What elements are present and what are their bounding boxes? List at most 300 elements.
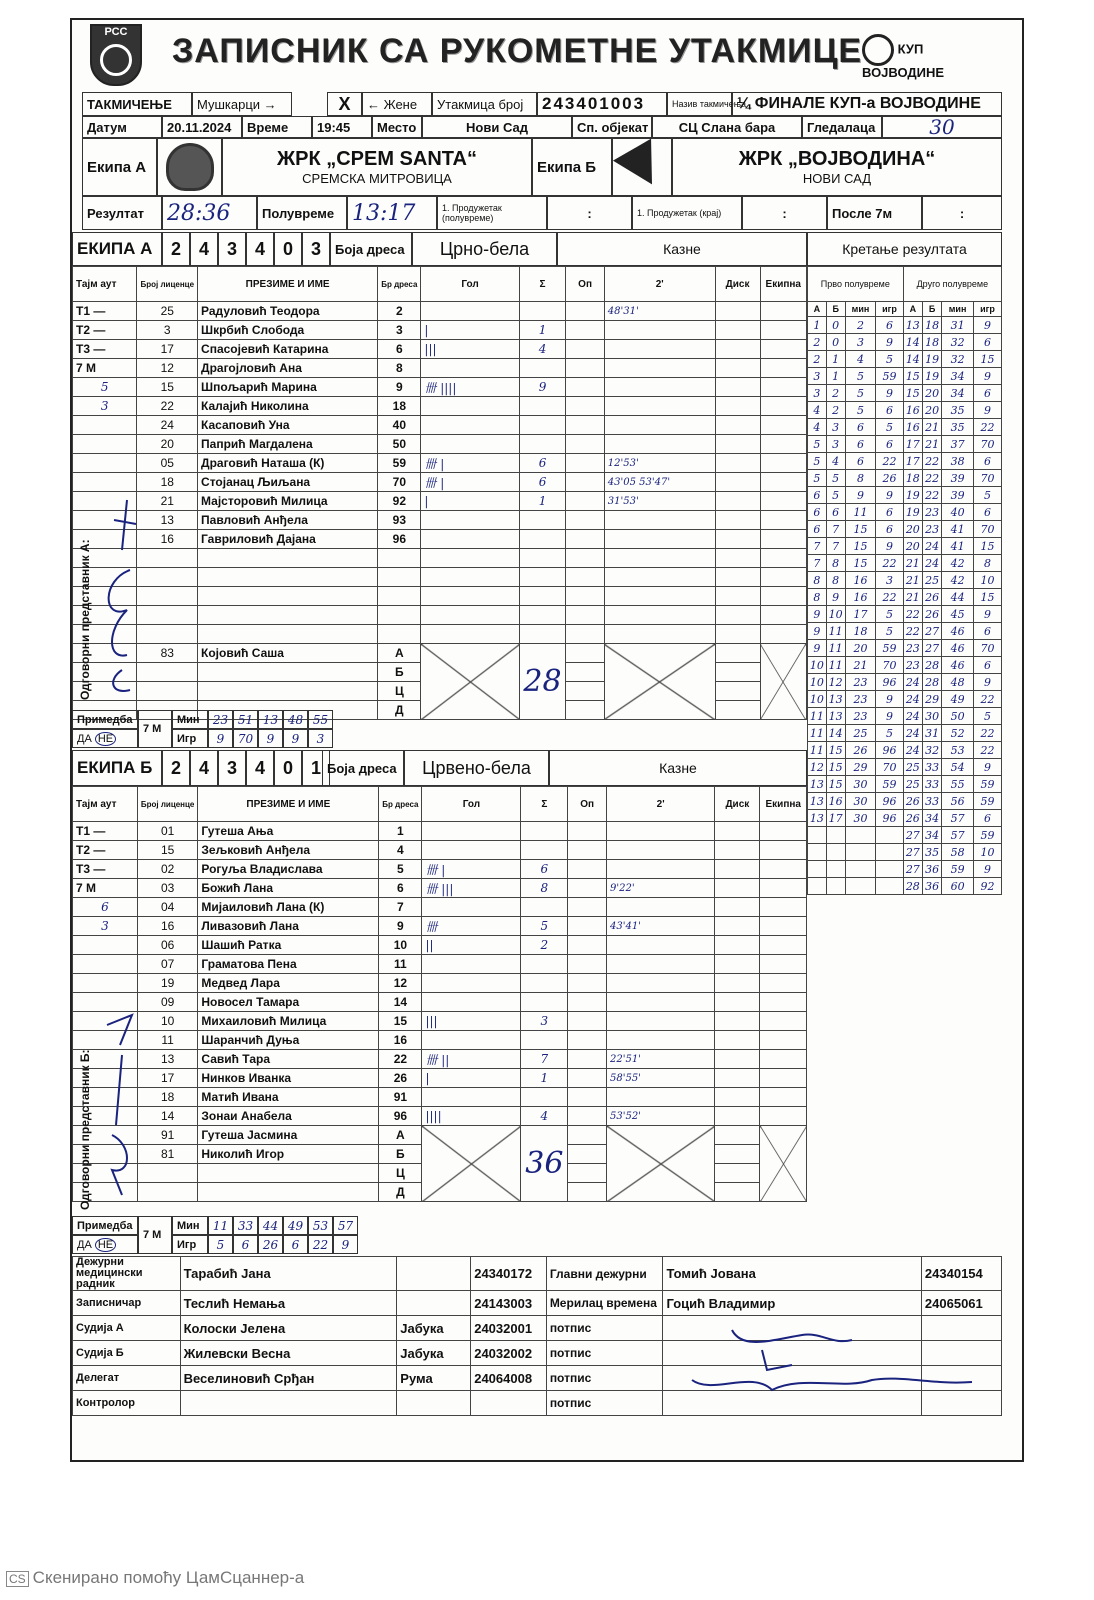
player-warning xyxy=(566,530,604,549)
progress-cell: 21 xyxy=(922,419,941,436)
progress-cell: 35 xyxy=(942,402,974,419)
official-team-crossed xyxy=(760,644,806,720)
player-license: 16 xyxy=(137,917,198,936)
player-goals-sum xyxy=(519,549,566,568)
progress-cell: 17 xyxy=(903,453,922,470)
player-row xyxy=(73,340,807,359)
progress-cell: 6 xyxy=(845,453,876,470)
progress-row xyxy=(808,521,1002,538)
player-row xyxy=(73,841,807,860)
progress-row xyxy=(808,827,1002,844)
player-row xyxy=(73,454,807,473)
progress-cell: 9 xyxy=(973,674,1001,691)
player-suspension xyxy=(604,340,715,359)
player-suspension xyxy=(607,993,715,1012)
player-jersey-no: 15 xyxy=(379,1012,422,1031)
official-license: 24143003 xyxy=(471,1291,547,1316)
player-name xyxy=(198,549,378,568)
team-b-7m-label: 7 М xyxy=(138,1216,172,1254)
competition-name: ¼ ФИНАЛЕ КУП-а ВОЈВОДИНЕ xyxy=(732,92,1002,116)
player-goals-sum: 1 xyxy=(519,321,566,340)
progress-cell: 5 xyxy=(845,385,876,402)
progress-cell: 6 xyxy=(876,317,903,334)
official-warning xyxy=(568,1126,607,1145)
progress-cell: 24 xyxy=(903,674,922,691)
player-jersey-no: 96 xyxy=(379,1107,422,1126)
timeout-cell: Т2 — xyxy=(73,841,138,860)
player-goals-sum xyxy=(521,1031,568,1050)
progress-cell: 13 xyxy=(808,810,827,827)
player-goals-sum xyxy=(519,587,566,606)
rss-logo-text: РСС xyxy=(104,26,128,38)
progress-cell: 3 xyxy=(876,572,903,589)
team-a-remark-row xyxy=(72,710,807,748)
official-license: 24032002 xyxy=(471,1341,547,1366)
progress-cell: 1 xyxy=(826,368,845,385)
progress-cell: 49 xyxy=(942,691,974,708)
progress-cell: 29 xyxy=(845,759,876,776)
player-suspension xyxy=(607,822,715,841)
official-license: 83 xyxy=(137,644,198,663)
time: 19:45 xyxy=(312,116,372,138)
player-row xyxy=(73,302,807,321)
official-name: Теслић Немања xyxy=(180,1291,397,1316)
progress-cell: 59 xyxy=(973,827,1001,844)
player-team-penalty xyxy=(760,822,807,841)
player-goals-tally xyxy=(421,568,519,587)
progress-row xyxy=(808,708,1002,725)
player-jersey-no xyxy=(378,568,421,587)
progress-cell: 96 xyxy=(876,674,903,691)
official-role-2: потпис xyxy=(546,1316,663,1341)
team-a-7m-minute: 23 xyxy=(208,710,233,729)
progress-cell: 11 xyxy=(845,504,876,521)
player-disq xyxy=(715,359,760,378)
team-b-remark-yes-no xyxy=(72,1235,138,1254)
progress-cell: 4 xyxy=(826,453,845,470)
progress-cell: 2 xyxy=(826,402,845,419)
player-license: 15 xyxy=(137,378,198,397)
player-license: 12 xyxy=(137,359,198,378)
progress-cell: 10 xyxy=(808,674,827,691)
team-a-7m-player: 3 xyxy=(308,729,333,748)
team-b-7m-minute: 49 xyxy=(283,1216,308,1235)
progress-cell: 9 xyxy=(973,606,1001,623)
player-row xyxy=(73,568,807,587)
progress-cell: 23 xyxy=(922,504,941,521)
player-license: 20 xyxy=(137,435,198,454)
player-disq xyxy=(715,936,760,955)
progress-cell: 40 xyxy=(942,504,974,521)
progress-cell: 26 xyxy=(876,470,903,487)
player-warning xyxy=(566,606,604,625)
official-role-2: Главни дежурни xyxy=(546,1257,663,1291)
progress-cell: 7 xyxy=(826,538,845,555)
official-city xyxy=(397,1257,471,1291)
progress-cell: 23 xyxy=(845,708,876,725)
progress-cell: 27 xyxy=(903,861,922,878)
player-disq xyxy=(715,473,760,492)
official-role: Ц xyxy=(379,1164,422,1183)
player-disq xyxy=(715,302,760,321)
place: Нови Сад xyxy=(422,116,572,138)
team-a-code-digit: 4 xyxy=(190,232,218,266)
col-name: ПРЕЗИМЕ И ИМЕ xyxy=(198,267,378,302)
progress-cell: 15 xyxy=(973,538,1001,555)
player-disq xyxy=(715,397,760,416)
player-goals-sum: 3 xyxy=(521,1012,568,1031)
player-warning xyxy=(568,1088,607,1107)
player-name: Калајић Николина xyxy=(198,397,378,416)
player-suspension xyxy=(607,955,715,974)
progress-cell: 24 xyxy=(903,742,922,759)
official-disq xyxy=(715,682,760,701)
player-license: 18 xyxy=(137,1088,198,1107)
team-a-code-digit: 2 xyxy=(162,232,190,266)
progress-cell: 5 xyxy=(845,368,876,385)
player-disq xyxy=(715,340,760,359)
progress-cell: 8 xyxy=(973,555,1001,572)
player-disq xyxy=(715,1088,760,1107)
col-jersey-no: Бр дреса xyxy=(378,267,421,302)
progress-cell: 16 xyxy=(826,793,845,810)
team-b-min-label: Мин xyxy=(172,1216,208,1235)
progress-cell: 31 xyxy=(922,725,941,742)
player-name: Рогуља Владислава xyxy=(198,860,379,879)
player-goals-tally: 卌 | xyxy=(421,473,519,492)
official-disq xyxy=(715,1164,760,1183)
player-suspension xyxy=(604,378,715,397)
progress-cell: 28 xyxy=(922,657,941,674)
player-name: Матић Ивана xyxy=(198,1088,379,1107)
player-goals-sum: 7 xyxy=(521,1050,568,1069)
player-disq xyxy=(715,587,760,606)
progress-cell: 6 xyxy=(876,504,903,521)
player-warning xyxy=(568,1031,607,1050)
progress-cell: 9 xyxy=(973,861,1001,878)
team-a-city: СРЕМСКА МИТРОВИЦА xyxy=(302,171,452,186)
team-b-penalties-label: Казне xyxy=(549,750,807,786)
official-role: Контролор xyxy=(73,1391,181,1416)
player-jersey-no xyxy=(378,587,421,606)
player-goals-tally xyxy=(422,1088,521,1107)
progress-cell: 22 xyxy=(922,470,941,487)
player-goals-tally: ||| xyxy=(421,340,519,359)
player-team-penalty xyxy=(760,340,806,359)
player-license: 11 xyxy=(137,1031,198,1050)
halftime-label: Полувреме xyxy=(257,196,347,230)
player-jersey-no xyxy=(378,625,421,644)
player-name: Папрић Магдалена xyxy=(198,435,378,454)
final-result: 28:36 xyxy=(162,196,257,230)
progress-row xyxy=(808,351,1002,368)
team-b-code-digit: 0 xyxy=(274,750,302,786)
team-b-remark-label: Примедба xyxy=(72,1216,138,1235)
progress-cell: 6 xyxy=(826,504,845,521)
seven-m-cell xyxy=(73,974,138,993)
progress-cell: 7 xyxy=(808,555,827,572)
player-goals-tally xyxy=(422,993,521,1012)
player-team-penalty xyxy=(760,993,807,1012)
official-license xyxy=(137,663,198,682)
col-two-min: 2' xyxy=(604,267,715,302)
player-goals-tally xyxy=(421,397,519,416)
team-b-remark-row xyxy=(72,1216,1002,1254)
progress-cell: 12 xyxy=(808,759,827,776)
official-name xyxy=(198,663,378,682)
progress-cell xyxy=(826,878,845,895)
progress-cell: 27 xyxy=(903,844,922,861)
progress-col: А xyxy=(808,302,827,317)
player-jersey-no: 1 xyxy=(379,822,422,841)
player-goals-tally: | xyxy=(421,492,519,511)
player-disq xyxy=(715,993,760,1012)
player-license: 10 xyxy=(137,1012,198,1031)
official-role: Д xyxy=(378,701,421,720)
player-goals-sum xyxy=(519,397,566,416)
team-b-7m-minute: 33 xyxy=(233,1216,258,1235)
progress-row xyxy=(808,368,1002,385)
player-goals-sum: 2 xyxy=(521,936,568,955)
official-role: Делегат xyxy=(73,1366,181,1391)
seven-m-cell: 3 xyxy=(73,917,138,936)
player-license: 15 xyxy=(137,841,198,860)
player-goals-tally: | xyxy=(422,1069,521,1088)
team-a-remark-label: Примедба xyxy=(72,710,138,729)
col-goals: Гол xyxy=(421,267,519,302)
team-total-goals: 36 xyxy=(521,1126,568,1202)
progress-cell: 96 xyxy=(876,793,903,810)
player-warning xyxy=(568,1050,607,1069)
progress-cell: 6 xyxy=(845,436,876,453)
progress-row xyxy=(808,436,1002,453)
player-disq xyxy=(715,1069,760,1088)
progress-cell: 6 xyxy=(845,419,876,436)
progress-row xyxy=(808,419,1002,436)
player-license: 14 xyxy=(137,1107,198,1126)
player-goals-tally xyxy=(422,974,521,993)
player-suspension: 48'31' xyxy=(604,302,715,321)
player-suspension: 58'55' xyxy=(607,1069,715,1088)
player-goals-sum: 1 xyxy=(519,492,566,511)
progress-cell: 19 xyxy=(922,368,941,385)
player-goals-tally: 卌 || xyxy=(422,1050,521,1069)
timeout-cell: Т2 — xyxy=(73,321,137,340)
date: 20.11.2024 xyxy=(162,116,242,138)
player-license: 07 xyxy=(137,955,198,974)
team-a-7m-player: 70 xyxy=(233,729,258,748)
player-jersey-no: 18 xyxy=(378,397,421,416)
progress-cell: 27 xyxy=(903,827,922,844)
team-a-7m-minute: 13 xyxy=(258,710,283,729)
progress-cell: 15 xyxy=(973,589,1001,606)
player-team-penalty xyxy=(760,378,806,397)
player-goals-tally xyxy=(421,511,519,530)
player-goals-tally xyxy=(421,587,519,606)
official-row xyxy=(73,644,807,663)
col-timeout: Тајм аут xyxy=(73,787,138,822)
player-warning xyxy=(566,492,604,511)
player-suspension: 53'52' xyxy=(607,1107,715,1126)
player-goals-sum xyxy=(519,416,566,435)
player-warning xyxy=(568,917,607,936)
progress-cell: 14 xyxy=(826,725,845,742)
progress-cell: 70 xyxy=(876,657,903,674)
player-warning xyxy=(568,822,607,841)
progress-cell: 30 xyxy=(845,776,876,793)
team-b-remark-yes: ДА xyxy=(77,1238,92,1251)
player-team-penalty xyxy=(760,974,807,993)
player-team-penalty xyxy=(760,568,806,587)
progress-row xyxy=(808,674,1002,691)
official-name: Којовић Саша xyxy=(198,644,378,663)
progress-cell: 21 xyxy=(922,436,941,453)
official-role: Судија А xyxy=(73,1316,181,1341)
official-license: 81 xyxy=(137,1145,198,1164)
progress-cell: 24 xyxy=(903,708,922,725)
player-jersey-no: 16 xyxy=(379,1031,422,1050)
progress-cell: 16 xyxy=(845,589,876,606)
team-a-responsible-label: Одговорни представник А: xyxy=(78,539,92,700)
progress-cell: 10 xyxy=(826,606,845,623)
team-a-7m-player: 9 xyxy=(258,729,283,748)
progress-cell: 37 xyxy=(942,436,974,453)
player-name: Медвед Лара xyxy=(198,974,379,993)
progress-cell: 27 xyxy=(922,623,941,640)
player-goals-tally: |||| xyxy=(422,1107,521,1126)
player-disq xyxy=(715,606,760,625)
player-row xyxy=(73,549,807,568)
progress-cell: 41 xyxy=(942,521,974,538)
player-goals-sum xyxy=(519,435,566,454)
progress-cell: 60 xyxy=(942,878,974,895)
progress-cell: 16 xyxy=(845,572,876,589)
seven-m-cell xyxy=(73,454,137,473)
progress-cell: 11 xyxy=(808,742,827,759)
venue: СЦ Слана бара xyxy=(652,116,802,138)
player-row xyxy=(73,378,807,397)
player-license: 01 xyxy=(137,822,198,841)
progress-cell: 9 xyxy=(876,708,903,725)
progress-cell: 13 xyxy=(826,691,845,708)
progress-cell: 9 xyxy=(876,538,903,555)
progress-cell: 42 xyxy=(942,555,974,572)
player-jersey-no: 9 xyxy=(378,378,421,397)
progress-cell: 52 xyxy=(942,725,974,742)
player-disq xyxy=(715,1107,760,1126)
player-warning xyxy=(566,473,604,492)
player-name xyxy=(198,625,378,644)
player-name: Божић Лана xyxy=(198,879,379,898)
progress-cell: 46 xyxy=(942,623,974,640)
progress-cell: 22 xyxy=(973,691,1001,708)
progress-cell: 29 xyxy=(922,691,941,708)
competition-label: ТАКМИЧЕЊЕ xyxy=(82,92,192,116)
progress-cell: 70 xyxy=(973,470,1001,487)
player-goals-sum xyxy=(521,1088,568,1107)
progress-cell: 6 xyxy=(808,487,827,504)
progress-cell: 13 xyxy=(903,317,922,334)
team-b-7m-player: 5 xyxy=(208,1235,233,1254)
team-b-signature xyxy=(92,1005,142,1205)
official-license: 24032001 xyxy=(471,1316,547,1341)
progress-cell: 7 xyxy=(826,521,845,538)
progress-cell: 22 xyxy=(922,487,941,504)
progress-cell: 15 xyxy=(845,538,876,555)
player-goals-tally: 卌 | xyxy=(421,454,519,473)
progress-cell: 9 xyxy=(876,385,903,402)
seven-m-cell xyxy=(73,435,137,454)
player-disq xyxy=(715,1012,760,1031)
player-warning xyxy=(568,955,607,974)
progress-cell: 34 xyxy=(942,368,974,385)
player-disq xyxy=(715,860,760,879)
progress-row xyxy=(808,572,1002,589)
progress-cell: 7 xyxy=(808,538,827,555)
official-name: Жилевски Весна xyxy=(180,1341,397,1366)
team-a-penalties-label: Казне xyxy=(557,232,807,266)
player-row xyxy=(73,1031,807,1050)
player-goals-sum: 6 xyxy=(521,860,568,879)
progress-cell: 5 xyxy=(973,487,1001,504)
progress-cell xyxy=(845,861,876,878)
player-row xyxy=(73,1012,807,1031)
progress-cell: 1 xyxy=(808,317,827,334)
player-suspension xyxy=(604,549,715,568)
player-goals-sum: 8 xyxy=(521,879,568,898)
progress-cell: 2 xyxy=(826,385,845,402)
progress-cell: 39 xyxy=(942,470,974,487)
progress-cell: 70 xyxy=(973,436,1001,453)
player-team-penalty xyxy=(760,955,807,974)
cup-logo xyxy=(862,34,1002,80)
player-warning xyxy=(566,321,604,340)
progress-cell: 8 xyxy=(808,589,827,606)
team-b-7m-minute: 11 xyxy=(208,1216,233,1235)
progress-cell: 5 xyxy=(808,436,827,453)
player-license: 03 xyxy=(137,879,198,898)
progress-cell: 70 xyxy=(876,759,903,776)
player-team-penalty xyxy=(760,549,806,568)
player-name: Спасојевић Катарина xyxy=(198,340,378,359)
scanner-badge: CS xyxy=(6,1571,29,1587)
progress-cell: 21 xyxy=(903,572,922,589)
player-name: Зонаи Анабела xyxy=(198,1107,379,1126)
progress-cell: 56 xyxy=(942,793,974,810)
player-disq xyxy=(715,549,760,568)
player-jersey-no: 6 xyxy=(379,879,422,898)
player-license xyxy=(137,625,198,644)
progress-cell: 26 xyxy=(922,606,941,623)
player-license: 13 xyxy=(137,511,198,530)
progress-cell: 31 xyxy=(942,317,974,334)
team-b-7m-player: 9 xyxy=(333,1235,358,1254)
match-number-label: Утакмица број xyxy=(432,92,537,116)
timeout-cell: Т3 — xyxy=(73,340,137,359)
player-name: Павловић Анђела xyxy=(198,511,378,530)
col-warning: Оп xyxy=(566,267,604,302)
progress-cell: 11 xyxy=(826,657,845,674)
player-license xyxy=(137,568,198,587)
progress-col: мин xyxy=(942,302,974,317)
team-a-remark-yes: ДА xyxy=(77,732,92,745)
player-suspension xyxy=(604,416,715,435)
player-goals-tally xyxy=(421,549,519,568)
player-jersey-no: 92 xyxy=(378,492,421,511)
player-goals-tally xyxy=(422,898,521,917)
player-license xyxy=(137,549,198,568)
player-goals-sum: 6 xyxy=(519,454,566,473)
